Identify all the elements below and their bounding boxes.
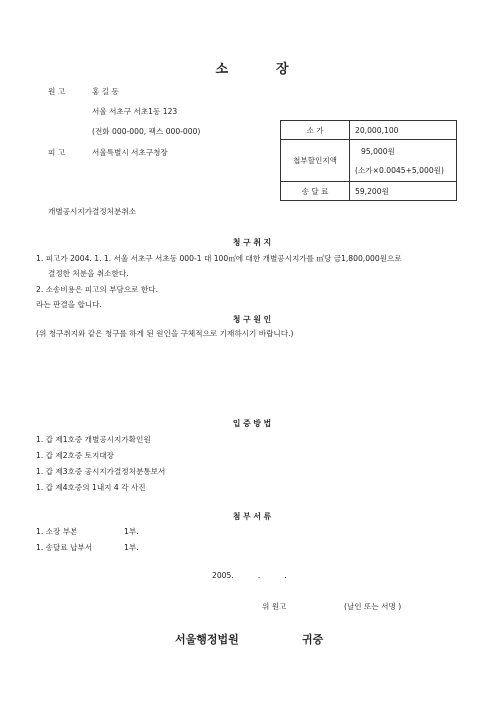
fee-table	[280, 120, 457, 201]
plaintiff-name: 홍 길 동	[92, 87, 119, 96]
signature-label: 위 원고	[262, 602, 287, 611]
title-char-2: 장	[276, 62, 289, 77]
plaintiff-address: 서울 서초구 서초1동 123	[92, 107, 178, 116]
court-name: 서울행정법원	[175, 633, 239, 646]
claim-heading: 청 구 취 지	[232, 238, 272, 247]
stamp-amount: 95,000원	[361, 146, 395, 156]
claim-item: 결정한 처분을 취소한다.	[48, 269, 129, 278]
attachment-count: 1부.	[124, 527, 139, 536]
cause-note: (위 청구취지와 같은 청구를 하게 된 원인을 구체적으로 기재하시기 바랍니다.)	[36, 329, 294, 338]
fee-key: 소 가	[281, 121, 350, 140]
fee-value: 59,200원	[350, 182, 457, 201]
evidence-item: 1. 갑 제4호증의 1내지 4 각 사진	[36, 483, 146, 492]
filing-date: 2005. . .	[212, 571, 287, 580]
stamp-formula: (소가×0.0045+5,000원)	[355, 165, 444, 175]
attachment-count: 1부.	[124, 543, 139, 552]
plaintiff-label: 원 고	[48, 87, 66, 96]
defendant-label: 피 고	[48, 148, 66, 157]
case-name: 개별공시지가결정처분취소	[48, 207, 137, 216]
attachment-name: 1. 송달료 납부서	[36, 543, 93, 552]
evidence-item: 1. 갑 제1호증 개별공시지가확인원	[36, 435, 151, 444]
evidence-item: 1. 갑 제3호증 공시지가결정처분통보서	[36, 467, 166, 476]
signature-seal: (날인 또는 서명 )	[344, 602, 402, 611]
claim-item: 1. 피고가 2004. 1. 1. 서울 서초구 서초동 000-1 대 100㎡에 대한 개별공시지가를 ㎡당 금1,800,000원으로	[36, 254, 402, 263]
title-char-1: 소	[215, 62, 228, 77]
cause-heading: 청 구 원 인	[232, 315, 272, 324]
fee-key: 송 달 료	[281, 182, 350, 201]
evidence-heading: 입 증 방 법	[232, 419, 272, 428]
attachment-name: 1. 소장 부본	[36, 527, 78, 536]
fee-row-postage	[281, 182, 457, 201]
document-title	[0, 58, 504, 77]
fee-value: 20,000,100	[350, 121, 457, 140]
court-suffix: 귀중	[302, 633, 324, 646]
fee-value	[350, 140, 457, 182]
fee-row-value	[281, 121, 457, 140]
fee-row-stamp	[281, 140, 457, 182]
evidence-item: 1. 갑 제2호증 토지대장	[36, 451, 115, 460]
defendant-name: 서울특별시 서초구청장	[92, 148, 168, 157]
attachments-heading: 첨 부 서 류	[232, 512, 272, 521]
fee-key: 첩부할인지액	[281, 140, 350, 182]
plaintiff-contact: (전화 000-000, 팩스 000-000)	[92, 127, 201, 136]
claim-item: 라는 판결을 합니다.	[36, 300, 102, 309]
claim-item: 2. 소송비용은 피고의 부담으로 한다.	[36, 285, 159, 294]
